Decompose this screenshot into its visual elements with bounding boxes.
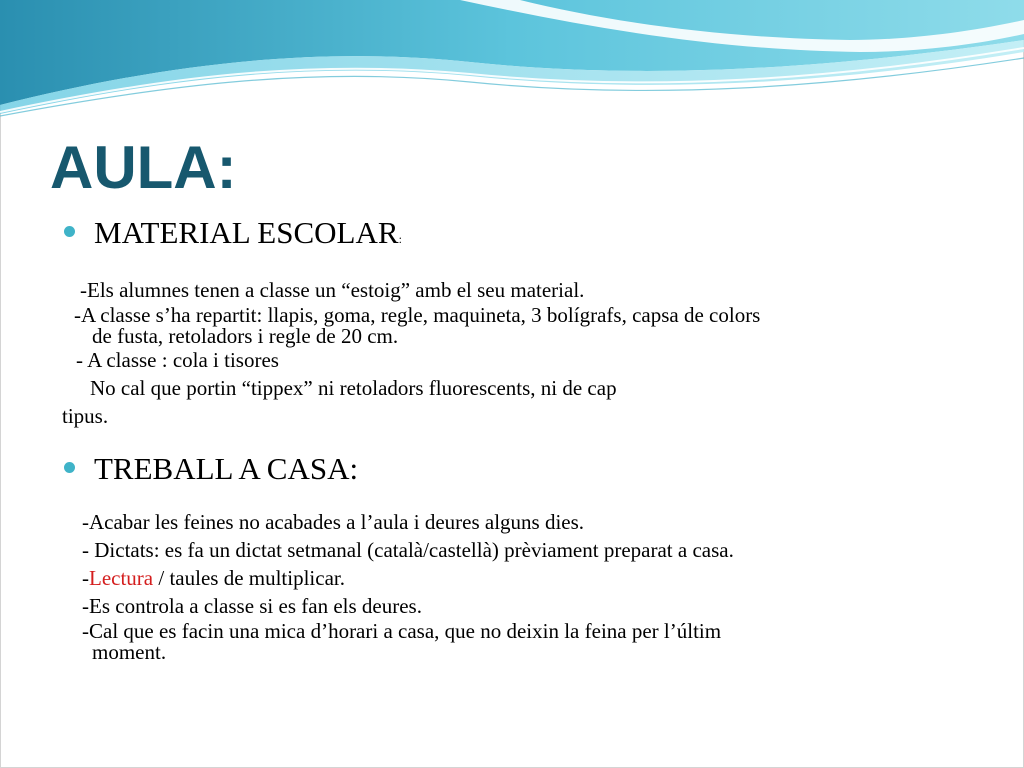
treball-line-5: -Cal que es facin una mica d’horari a casa, que no deixin la feina per l’últim	[82, 619, 722, 643]
lectura-highlight: Lectura	[89, 566, 154, 590]
material-line-5: tipus.	[62, 404, 109, 428]
wave-header-decoration	[0, 0, 1024, 120]
material-line-4: No cal que portin “tippex” ni retoladors fluorescents, ni de cap	[90, 376, 617, 400]
material-line-1: -Els alumnes tenen a classe un “estoig” amb el seu material.	[80, 278, 585, 302]
dash-prefix: -	[82, 566, 89, 590]
material-line-2-cont: de fusta, retoladors i regle de 20 cm.	[92, 324, 399, 348]
treball-line-4: -Es controla a classe si es fan els deures.	[82, 594, 422, 618]
section-heading-treball	[62, 448, 982, 490]
heading-suffix: :	[398, 232, 402, 246]
heading-text: TREBALL A CASA:	[94, 451, 359, 486]
material-line-3: - A classe : cola i tisores	[76, 348, 279, 372]
slide-content	[62, 212, 982, 662]
treball-line-1: -Acabar les feines no acabades a l’aula i deures alguns dies.	[82, 510, 585, 534]
heading-text: MATERIAL ESCOLAR	[94, 215, 399, 250]
treball-line-3	[62, 564, 982, 592]
bullet-icon	[64, 462, 75, 473]
bullet-icon	[64, 226, 75, 237]
slide-title: AULA:	[50, 134, 237, 201]
treball-line-2: - Dictats: es fa un dictat setmanal (català/castellà) prèviament preparat a casa.	[82, 538, 734, 562]
line-rest: / taules de multiplicar.	[153, 566, 345, 590]
treball-line-5-cont: moment.	[92, 640, 167, 664]
material-line-2: -A classe s’ha repartit: llapis, goma, regle, maquineta, 3 bolígrafs, capsa de colors	[74, 303, 761, 327]
section-heading-material	[62, 212, 982, 260]
